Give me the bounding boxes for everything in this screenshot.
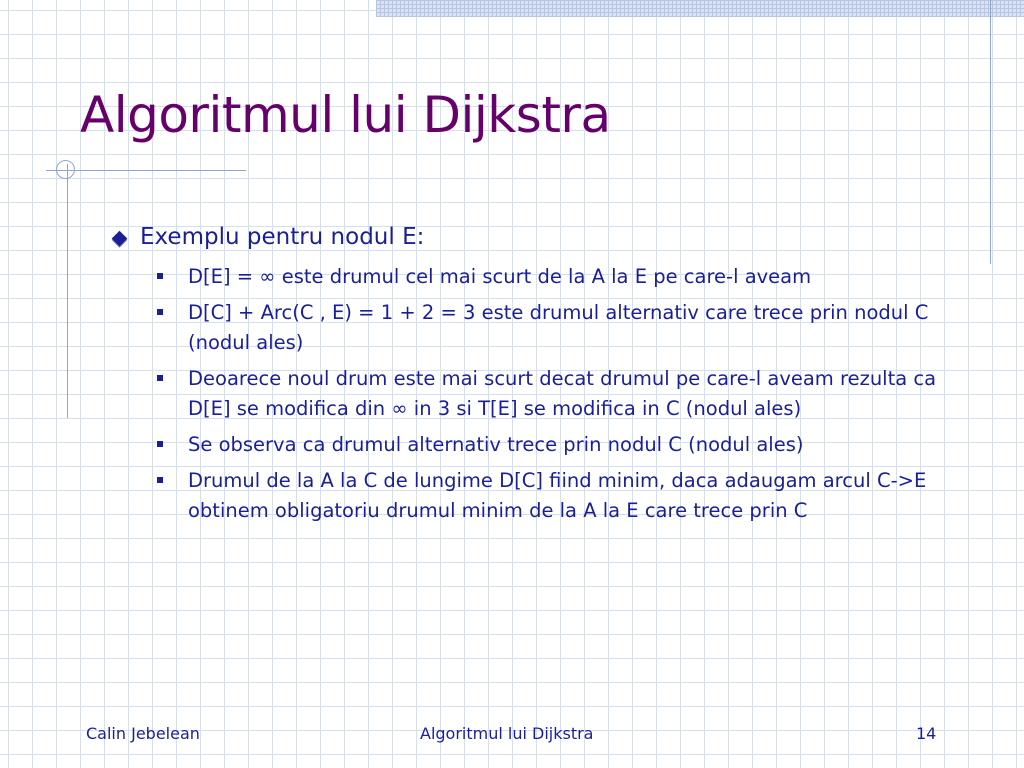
list-item — [156, 364, 946, 424]
list-item-text: D[C] + Arc(C , E) = 1 + 2 = 3 este drumul alternativ care trece prin nodul C (nodul ales) — [188, 301, 929, 354]
decorative-vertical-line-left — [67, 164, 68, 418]
square-bullet-icon — [157, 441, 163, 447]
list-item-text: D[E] = ∞ este drumul cel mai scurt de la A la E pe care-l aveam — [188, 265, 812, 288]
slide-title: Algoritmul lui Dijkstra — [80, 86, 611, 144]
footer-topic: Algoritmul lui Dijkstra — [420, 724, 594, 743]
list-item — [156, 298, 946, 358]
list-item-text: Drumul de la A la C de lungime D[C] fiind minim, daca adaugam arcul C->E obtinem obligatoriu drumul minim de la A la E care trece prin C — [188, 469, 927, 522]
sub-bullet-list — [156, 262, 946, 532]
footer-author: Calin Jebelean — [86, 724, 200, 743]
decorative-circle — [56, 160, 75, 179]
square-bullet-icon — [157, 375, 163, 381]
top-pattern-band — [376, 0, 1024, 17]
square-bullet-icon — [157, 309, 163, 315]
square-bullet-icon — [157, 273, 163, 279]
list-item — [156, 262, 946, 292]
list-item-text: Se observa ca drumul alternativ trece prin nodul C (nodul ales) — [188, 433, 804, 456]
main-bullet-text: Exemplu pentru nodul E: — [140, 224, 425, 250]
list-item-text: Deoarece noul drum este mai scurt decat drumul pe care-l aveam rezulta ca D[E] se modifica din ∞ in 3 si T[E] se modifica in C (nodul ales) — [188, 367, 937, 420]
square-bullet-icon — [157, 477, 163, 483]
diamond-bullet-icon — [112, 231, 128, 247]
list-item — [156, 466, 946, 526]
decorative-vertical-line-right — [990, 0, 991, 264]
decorative-horizontal-line — [46, 170, 246, 171]
main-bullet — [110, 224, 970, 250]
footer-page-number: 14 — [916, 724, 937, 743]
list-item — [156, 430, 946, 460]
